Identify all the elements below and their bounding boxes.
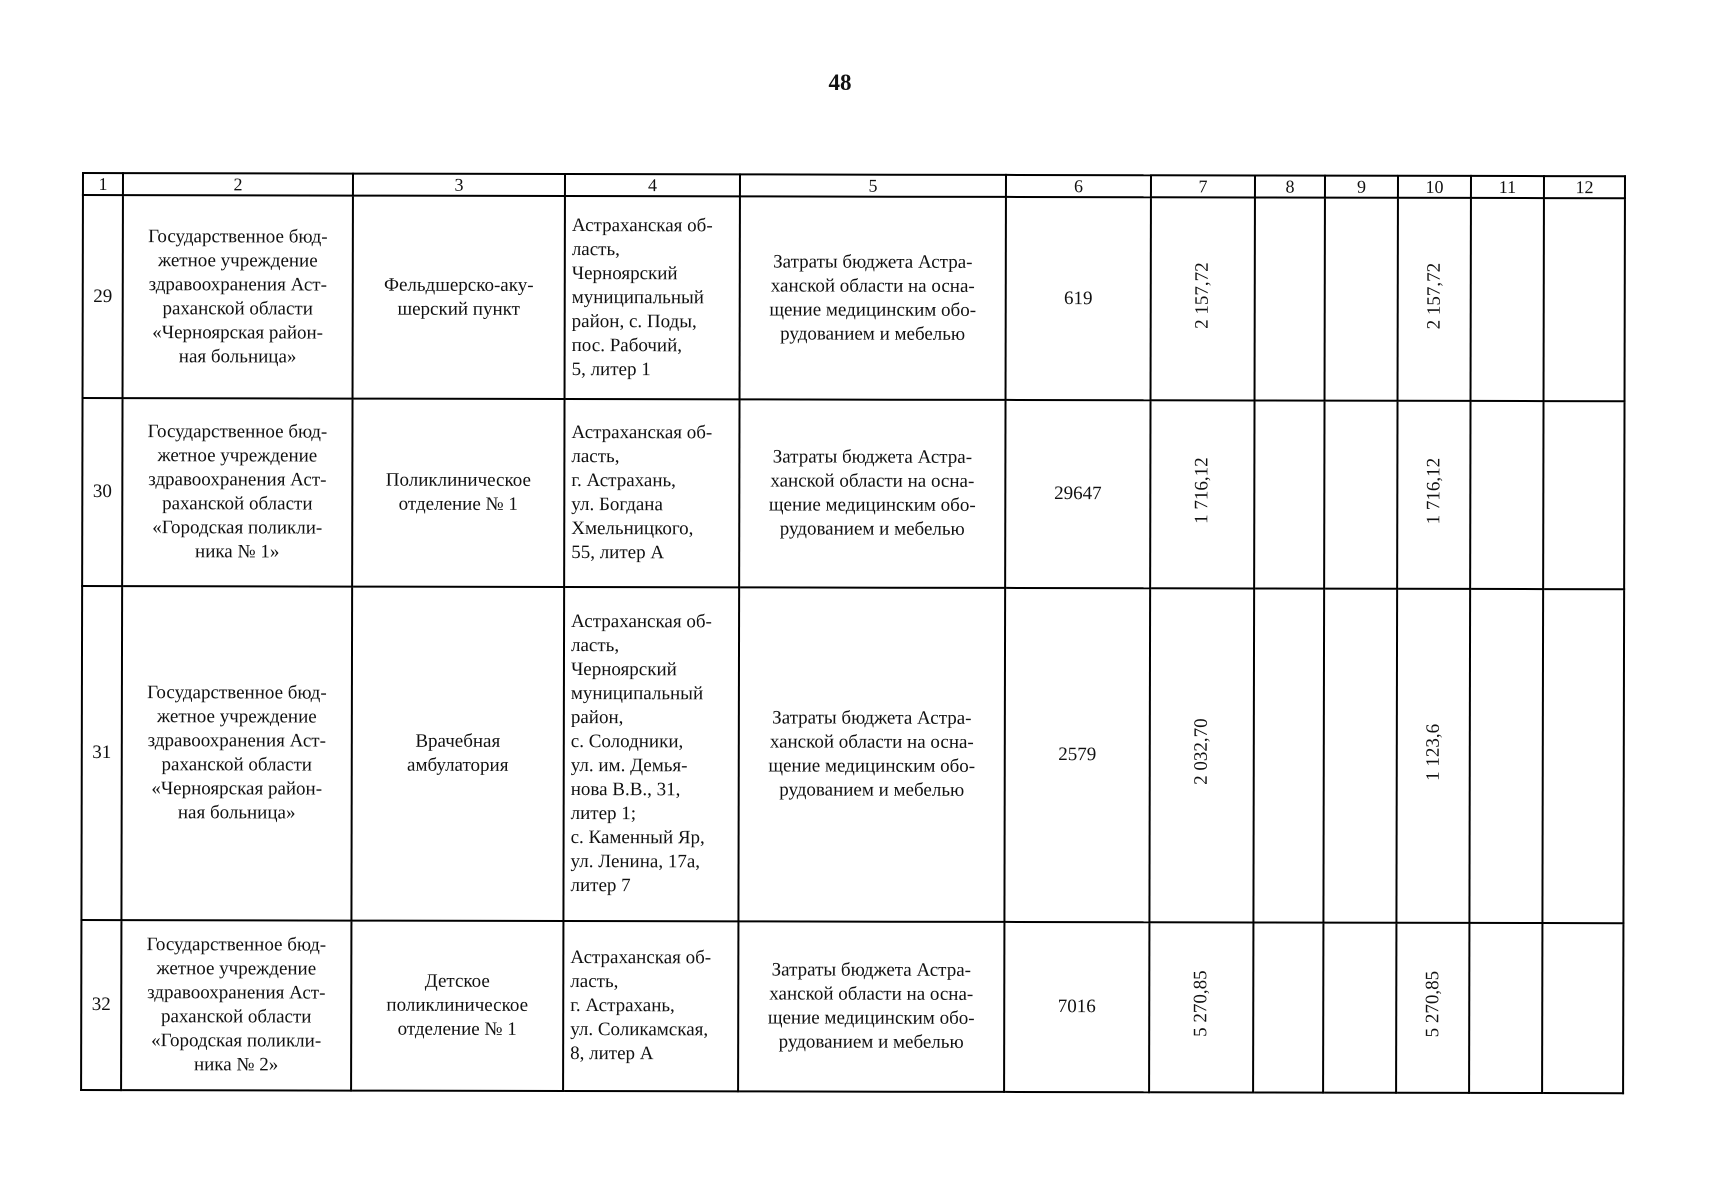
col10-cell [1396, 589, 1470, 923]
header-cell: 6 [1006, 175, 1151, 197]
page-number: 48 [828, 70, 852, 95]
header-cell: 8 [1255, 175, 1325, 197]
facility-cell: Врачебная амбулатория [351, 587, 564, 921]
col10-value: 1 716,12 [1422, 458, 1444, 525]
col10-cell [1397, 401, 1470, 589]
description-cell: Затраты бюджета Астра- ханской области на осна- щение медицинским обо- рудованием и мебелью [739, 399, 1005, 588]
header-cell: 12 [1544, 176, 1625, 198]
budget-table [80, 172, 1626, 1094]
col7-cell [1151, 197, 1255, 400]
col7-value: 5 270,85 [1190, 970, 1212, 1038]
address-cell: Астраханская об- ласть, Черноярский муниципальный район, с. Поды, пос. Рабочий, 5, литер 1 [565, 196, 740, 399]
description-cell: Затраты бюджета Астра- ханской области на осна- щение медицинским обо- рудованием и мебелью [738, 921, 1004, 1092]
header-cell: 9 [1325, 176, 1398, 198]
col7-value: 1 716,12 [1191, 457, 1213, 525]
col8-value [1255, 197, 1325, 400]
address-cell: Астраханская об- ласть, г. Астрахань, ул. Соликамская, 8, литер А [563, 921, 738, 1091]
header-row [83, 173, 1625, 198]
col7-cell [1149, 922, 1253, 1092]
header-cell: 2 [123, 173, 353, 195]
col6-value: 619 [1006, 197, 1151, 400]
table-row [81, 586, 1624, 923]
col7-value: 2 157,72 [1191, 262, 1213, 329]
col10-value: 2 157,72 [1423, 262, 1445, 330]
header-cell: 10 [1398, 176, 1471, 198]
col6-value: 29647 [1005, 400, 1150, 588]
col8-value [1253, 922, 1323, 1092]
col7-value: 2 032,70 [1190, 718, 1212, 786]
col12-value [1542, 589, 1624, 923]
table-row [81, 920, 1623, 1093]
col10-cell [1398, 198, 1471, 401]
row-number: 31 [81, 586, 122, 920]
col12-value [1542, 923, 1623, 1093]
header-cell: 4 [565, 174, 740, 196]
col11-value [1471, 198, 1544, 401]
description-cell: Затраты бюджета Астра- ханской области на осна- щение медицинским обо- рудованием и мебелью [738, 587, 1005, 922]
col7-cell [1149, 588, 1254, 922]
facility-cell: Поликлиническое отделение № 1 [352, 399, 564, 587]
table-row [82, 398, 1624, 589]
col6-value: 2579 [1004, 588, 1150, 922]
col11-value [1469, 923, 1542, 1093]
header-cell: 1 [83, 173, 123, 195]
header-cell: 5 [740, 174, 1006, 197]
col6-value: 7016 [1004, 922, 1149, 1092]
description-cell: Затраты бюджета Астра- ханской области на осна- щение медицинским обо- рудованием и мебелью [740, 196, 1006, 400]
col8-value [1253, 588, 1324, 922]
row-number: 30 [82, 398, 122, 586]
col12-value [1543, 401, 1624, 589]
col10-value: 1 123,6 [1422, 723, 1444, 781]
organization-cell: Государственное бюд- жетное учреждение здравоохранения Аст- раханской области «Городская поликли- ника № 1» [122, 398, 352, 586]
organization-cell: Государственное бюд- жетное учреждение здравоохранения Аст- раханской области «Черноярская район- ная больница» [121, 586, 352, 920]
col8-value [1254, 400, 1324, 588]
col9-value [1323, 589, 1397, 923]
col10-cell [1396, 923, 1469, 1093]
row-number: 32 [81, 920, 121, 1090]
address-cell: Астраханская об- ласть, Черноярский муниципальный район, с. Солодники, ул. им. Демья- нова В.В., 31, литер 1; с. Каменный Яр, ул. Ленина, 17а, литер 7 [563, 587, 739, 921]
address-cell: Астраханская об- ласть, г. Астрахань, ул. Богдана Хмельницкого, 55, литер А [564, 399, 739, 587]
col11-value [1469, 589, 1543, 923]
row-number: 29 [83, 195, 123, 398]
organization-cell: Государственное бюд- жетное учреждение здравоохранения Аст- раханской области «Черноярская район- ная больница» [123, 195, 353, 398]
organization-cell: Государственное бюд- жетное учреждение здравоохранения Аст- раханской области «Городская поликли- ника № 2» [121, 920, 351, 1090]
header-cell: 11 [1471, 176, 1544, 198]
col9-value [1324, 401, 1397, 589]
header-cell: 7 [1151, 175, 1255, 197]
col9-value [1323, 923, 1396, 1093]
table-row [83, 195, 1625, 401]
col12-value [1544, 198, 1625, 401]
col7-cell [1150, 400, 1254, 588]
col10-value: 5 270,85 [1421, 971, 1443, 1038]
col11-value [1470, 401, 1543, 589]
facility-cell: Детское поликлиническое отделение № 1 [351, 921, 563, 1091]
header-cell: 3 [353, 174, 565, 196]
col9-value [1325, 198, 1398, 401]
facility-cell: Фельдшерско-аку- шерский пункт [353, 196, 565, 399]
